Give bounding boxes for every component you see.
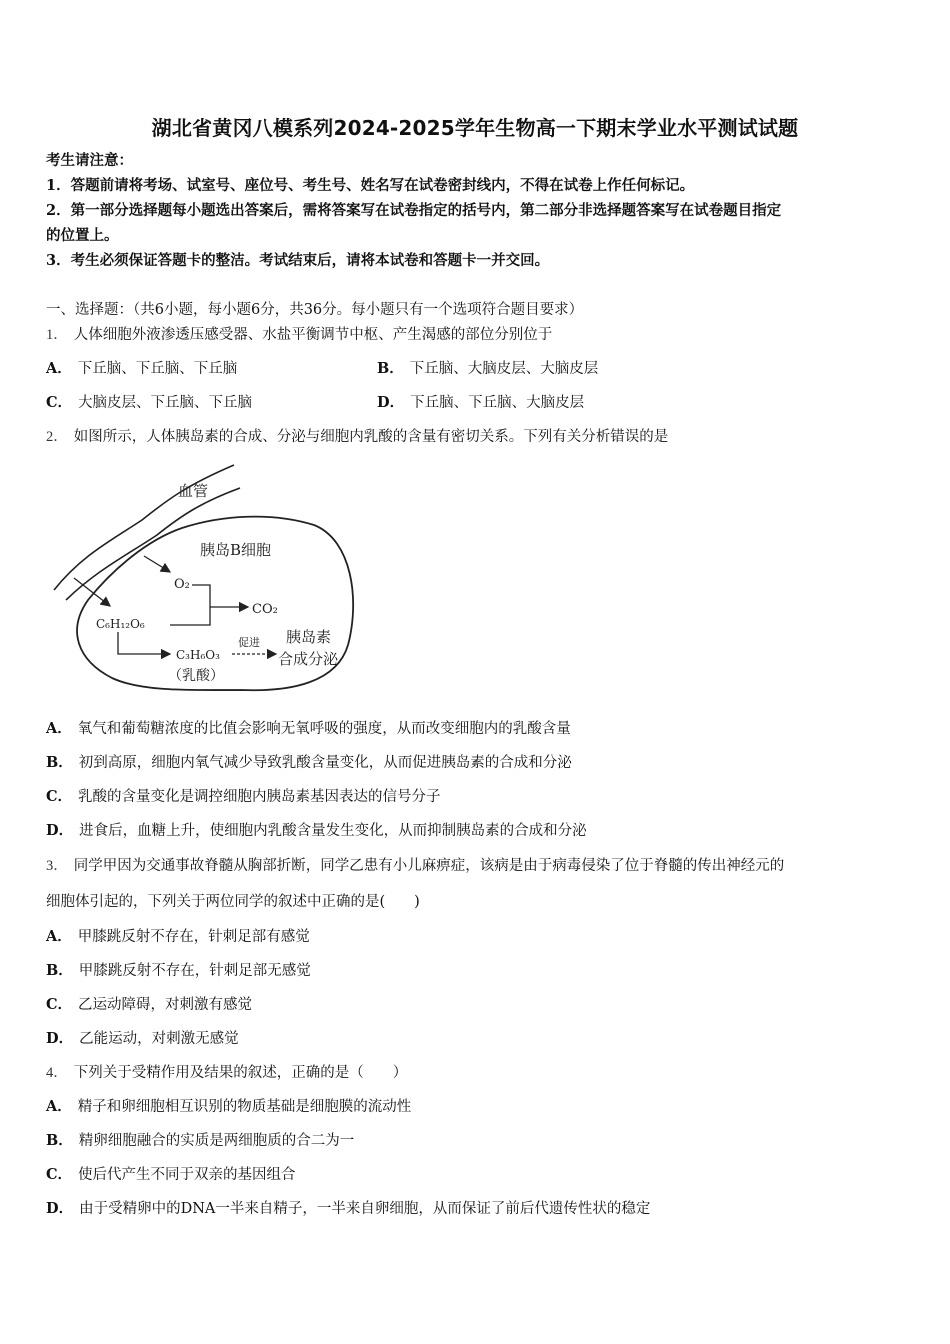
q2-option-a xyxy=(46,719,571,739)
q3-option-b xyxy=(46,961,311,981)
option-text: 初到高原，细胞内氧气减少导致乳酸含量变化，从而促进胰岛素的合成和分泌 xyxy=(78,755,572,771)
q2-option-c xyxy=(46,787,441,807)
question-3-stem-cont: 细胞体引起的，下列关于两位同学的叙述中正确的是( ) xyxy=(46,894,420,910)
option-text: 甲膝跳反射不存在，针刺足部无感觉 xyxy=(78,963,311,979)
question-2-stem xyxy=(46,427,668,447)
cell-label: 胰岛B细胞 xyxy=(200,541,272,559)
promote-label: 促进 xyxy=(238,636,260,649)
option-label: B． xyxy=(46,754,73,771)
q3-option-a xyxy=(46,927,310,947)
question-number: 2． xyxy=(46,429,68,445)
question-4-stem xyxy=(46,1063,407,1083)
notice-item-2: 2．第一部分选择题每小题选出答案后，需将答案写在试卷指定的括号内，第二部分非选择题答案写在试卷题目指定 xyxy=(46,202,782,219)
option-label: C． xyxy=(46,394,73,411)
lactate-arrow xyxy=(118,632,170,654)
question-text: 同学甲因为交通事故脊髓从胸部折断，同学乙患有小儿麻痹症，该病是由于病毒侵染了位于脊髓的传出神经元的 xyxy=(73,858,785,874)
option-label: C． xyxy=(46,788,73,805)
option-text: 乳酸的含量变化是调控细胞内胰岛素基因表达的信号分子 xyxy=(78,789,441,805)
option-text: 下丘脑、大脑皮层、大脑皮层 xyxy=(409,361,599,377)
option-label: D． xyxy=(46,1200,74,1217)
q2-option-d xyxy=(46,821,587,841)
page-title: 湖北省黄冈八模系列2024-2025学年生物高一下期末学业水平测试试题 xyxy=(151,116,799,140)
notice-heading: 考生请注意： xyxy=(46,152,133,169)
option-label: D． xyxy=(46,822,74,839)
question-text: 如图所示，人体胰岛素的合成、分泌与细胞内乳酸的含量有密切关系。下列有关分析错误的是 xyxy=(73,429,669,445)
q4-option-d xyxy=(46,1199,650,1219)
option-label: A． xyxy=(46,360,72,377)
q4-option-a xyxy=(46,1097,411,1117)
option-label: B． xyxy=(46,962,73,979)
notice-item-2-cont: 的位置上。 xyxy=(46,227,119,244)
lactate-formula: C₃H₆O₃ xyxy=(176,648,220,662)
glucose-label: C₆H₁₂O₆ xyxy=(96,617,145,631)
option-label: D． xyxy=(377,394,405,411)
question-3-stem xyxy=(46,856,784,876)
option-text: 下丘脑、下丘脑、下丘脑 xyxy=(77,361,238,377)
question-text: 下列关于受精作用及结果的叙述，正确的是（ ） xyxy=(73,1065,408,1081)
option-label: A． xyxy=(46,720,72,737)
option-text: 大脑皮层、下丘脑、下丘脑 xyxy=(78,395,253,411)
o2-label: O₂ xyxy=(174,577,190,592)
q4-option-b xyxy=(46,1131,354,1151)
question-number: 4． xyxy=(46,1065,68,1081)
question-number: 3． xyxy=(46,858,68,874)
option-text: 精子和卵细胞相互识别的物质基础是细胞膜的流动性 xyxy=(77,1099,412,1115)
option-label: C． xyxy=(46,996,73,1013)
question-number: 1． xyxy=(46,327,68,343)
option-text: 精卵细胞融合的实质是两细胞质的合二为一 xyxy=(78,1133,355,1149)
option-label: C． xyxy=(46,1166,73,1183)
option-text: 乙运动障碍，对刺激有感觉 xyxy=(78,997,253,1013)
section-heading: 一、选择题：（共6小题，每小题6分，共36分。每小题只有一个选项符合题目要求） xyxy=(46,302,584,318)
option-label: D． xyxy=(46,1030,74,1047)
option-label: A． xyxy=(46,1098,72,1115)
question-1-stem xyxy=(46,325,552,345)
option-text: 氧气和葡萄糖浓度的比值会影响无氧呼吸的强度，从而改变细胞内的乳酸含量 xyxy=(77,721,571,737)
o2-entry-arrow xyxy=(144,556,170,572)
co2-label: CO₂ xyxy=(252,602,278,617)
insulin-diagram xyxy=(52,460,362,695)
option-text: 甲膝跳反射不存在，针刺足部有感觉 xyxy=(77,929,310,945)
lactate-name: （乳酸） xyxy=(168,668,224,684)
notice-item-1: 1．答题前请将考场、试室号、座位号、考生号、姓名写在试卷密封线内，不得在试卷上作任何标记。 xyxy=(46,177,695,194)
q4-option-c xyxy=(46,1165,296,1185)
q3-option-d xyxy=(46,1029,239,1049)
vessel-label: 血管 xyxy=(178,482,209,500)
q2-option-b xyxy=(46,753,572,773)
question-text: 人体细胞外液渗透压感受器、水盐平衡调节中枢、产生渴感的部位分别位于 xyxy=(73,327,553,343)
option-label: B． xyxy=(46,1132,73,1149)
option-text: 乙能运动，对刺激无感觉 xyxy=(79,1031,239,1047)
option-label: B． xyxy=(377,360,404,377)
option-text: 下丘脑、下丘脑、大脑皮层 xyxy=(410,395,585,411)
option-label: A． xyxy=(46,928,72,945)
insulin-label-1: 胰岛素 xyxy=(286,628,332,646)
q1-option-c xyxy=(46,393,252,413)
q1-option-a xyxy=(46,359,237,379)
notice-item-3: 3．考生必须保证答题卡的整洁。考试结束后，请将本试卷和答题卡一并交回。 xyxy=(46,252,550,269)
option-text: 使后代产生不同于双亲的基因组合 xyxy=(78,1167,296,1183)
q1-option-d xyxy=(377,393,584,413)
option-text: 由于受精卵中的DNA一半来自精子，一半来自卵细胞，从而保证了前后代遗传性状的稳定 xyxy=(79,1201,651,1217)
q3-option-c xyxy=(46,995,252,1015)
q1-option-b xyxy=(377,359,598,379)
insulin-label-2: 合成分泌 xyxy=(278,650,339,668)
option-text: 进食后，血糖上升，使细胞内乳酸含量发生变化，从而抑制胰岛素的合成和分泌 xyxy=(79,823,587,839)
